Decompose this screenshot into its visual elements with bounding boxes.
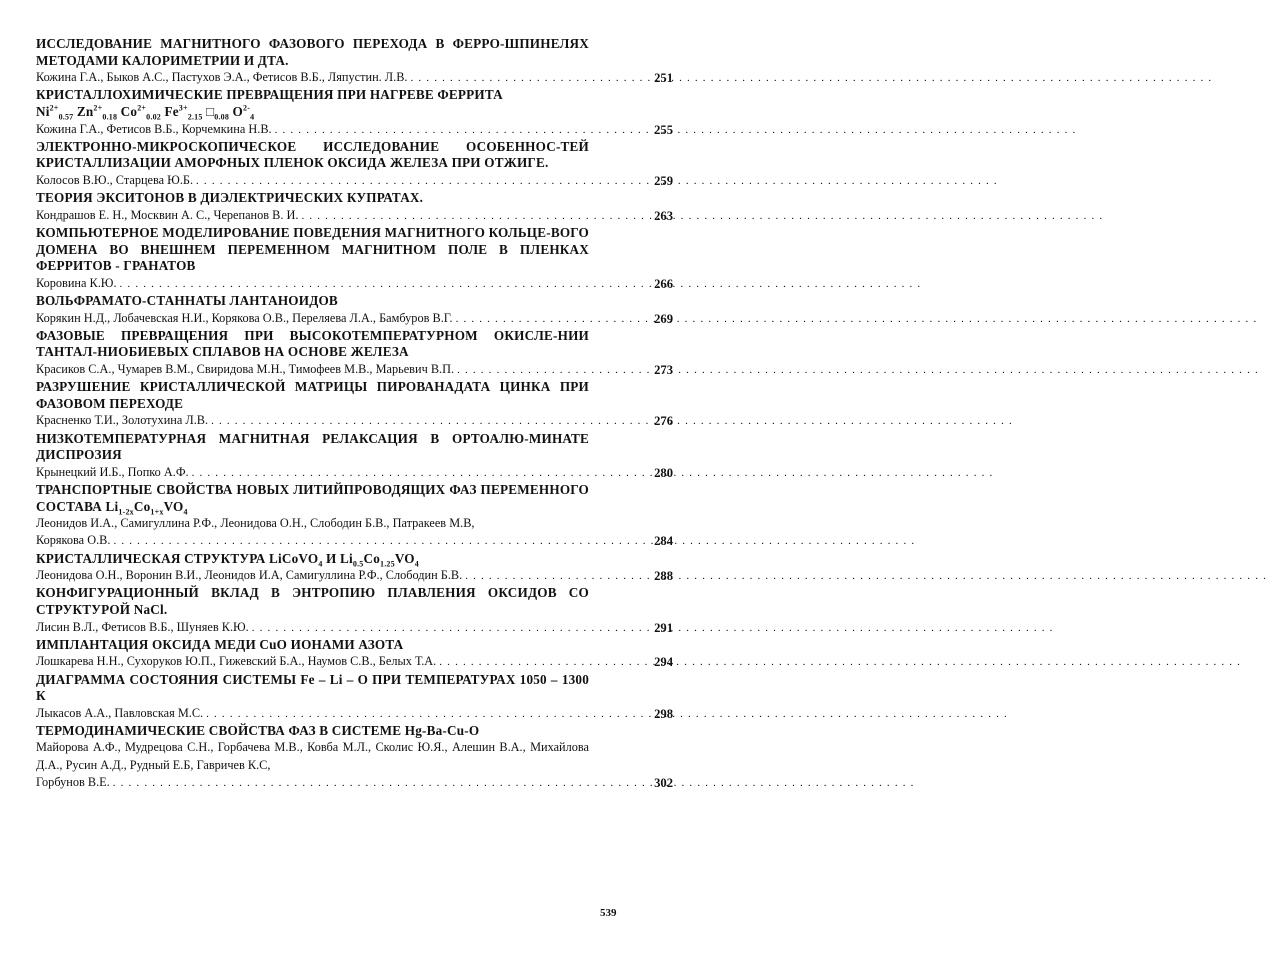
- entry-authors-line: [36, 172, 673, 190]
- entry-page: 284: [654, 534, 673, 549]
- entry-title: ТРАНСПОРТНЫЕ СВОЙСТВА НОВЫХ ЛИТИЙПРОВОДЯЩИХ ФАЗ ПЕРЕМЕННОГО СОСТАВА $Li_{1-2x}Co_{1+x}VO_4$: [36, 481, 589, 517]
- entry-authors: Крынецкий И.Б., Попко А.Ф.: [36, 464, 189, 479]
- entry-title: ДИАГРАММА СОСТОЯНИЯ СИСТЕМЫ Fe – Li – O ПРИ ТЕМПЕРАТУРАХ 1050 – 1300 К: [36, 671, 590, 704]
- leader-dots: [301, 208, 1103, 225]
- toc-entry: [36, 138, 673, 190]
- entry-title: КРИСТАЛЛОХИМИЧЕСКИЕ ПРЕВРАЩЕНИЯ ПРИ НАГРЕВЕ ФЕРРИТА: [36, 87, 503, 103]
- entry-authors: Лисин В.Л., Фетисов В.Б., Шуняев К.Ю.: [36, 619, 249, 634]
- leader-dots: [439, 654, 1241, 671]
- entry-page: 273: [654, 362, 673, 377]
- leader-dots: [211, 413, 1013, 430]
- toc-entry: [36, 327, 673, 379]
- entry-title: ИМПЛАНТАЦИЯ ОКСИДА МЕДИ CuO ИОНАМИ АЗОТА: [36, 636, 404, 652]
- entry-page: 259: [654, 173, 673, 188]
- leader-dots: [411, 70, 1213, 87]
- entry-authors-line: [36, 567, 673, 585]
- table-of-contents: [36, 36, 673, 792]
- page-number: 539: [600, 907, 617, 919]
- entry-page: 298: [654, 706, 673, 721]
- toc-entry: [36, 722, 673, 792]
- entry-formula: $Ni^{2+}_{0.57}$ $Zn^{2+}_{0.18}$ $Co^{2+}_{0.02}$ $Fe^{3+}_{2.15}$ $□_{0.08}$ $O^{2-}_4$: [36, 103, 255, 122]
- entry-title: КРИСТАЛЛИЧЕСКАЯ СТРУКТУРА LiCoVO$_4$ И $Li_{0.5}Co_{1.25}VO_4$: [36, 550, 419, 569]
- entry-title: ТЕОРИЯ ЭКСИТОНОВ В ДИЭЛЕКТРИЧЕСКИХ КУПРАТАХ.: [36, 190, 424, 206]
- toc-entry: [36, 671, 673, 723]
- entry-authors-first: Майорова А.Ф., Мудрецова С.Н., Горбачева М.В., Ковба М.Л., Сколис Ю.Я., Алешин В.А., Михайлова Д.А., Русин А.Д., Рудный Е.Б, Гавричев К.С,: [36, 740, 589, 772]
- entry-title: КОНФИГУРАЦИОННЫЙ ВКЛАД В ЭНТРОПИЮ ПЛАВЛЕНИЯ ОКСИДОВ СО СТРУКТУРОЙ NaCl.: [36, 585, 589, 617]
- entry-authors: Корякова О.В.: [36, 533, 111, 548]
- entry-authors-line: [36, 121, 673, 139]
- entry-page: 291: [654, 620, 673, 635]
- entry-authors-line: [36, 207, 673, 225]
- entry-authors: Лыкасов А.А., Павловская М.С.: [36, 705, 204, 720]
- toc-entry: [36, 224, 673, 293]
- entry-authors-line: [36, 619, 673, 637]
- entry-page: 255: [654, 122, 673, 137]
- entry-title: КОМПЬЮТЕРНОЕ МОДЕЛИРОВАНИЕ ПОВЕДЕНИЯ МАГНИТНОГО КОЛЬЦЕ-ВОГО ДОМЕНА ВО ВНЕШНЕМ ПЕРЕМЕННОМ МАГНИТНОМ ПОЛЕ В ПЛЕНКАХ ФЕРРИТОВ - ГРАНАТОВ: [36, 224, 589, 274]
- leader-dots: [457, 362, 1259, 379]
- toc-entry: [36, 87, 673, 138]
- leader-dots: [456, 311, 1258, 328]
- entry-page: 280: [654, 465, 673, 480]
- entry-title: НИЗКОТЕМПЕРАТУРНАЯ МАГНИТНАЯ РЕЛАКСАЦИЯ В ОРТОАЛЮ-МИНАТЕ ДИСПРОЗИЯ: [36, 430, 589, 463]
- toc-entry: [36, 292, 673, 328]
- entry-authors: Красненко Т.И., Золотухина Л.В.: [36, 413, 209, 428]
- entry-authors: Горбунов В.Е.: [36, 774, 110, 789]
- entry-page: 302: [654, 775, 673, 790]
- entry-title: ВОЛЬФРАМАТО-СТАННАТЫ ЛАНТАНОИДОВ: [36, 292, 338, 308]
- entry-authors: Лошкарева Н.Н., Сухоруков Ю.П., Гижевский Б.А., Наумов С.В., Белых Т.А.: [36, 654, 437, 669]
- toc-entry: [36, 36, 673, 87]
- leader-dots: [113, 775, 915, 792]
- toc-entry: [36, 585, 673, 636]
- leader-dots: [206, 706, 1008, 723]
- entry-authors: Корякин Н.Д., Лобачевская Н.И., Корякова О.В., Переляева Л.А., Бамбуров В.Г.: [36, 310, 453, 325]
- entry-authors: Кондрашов Е. Н., Москвин А. С., Черепанов В. И.: [36, 207, 299, 222]
- entry-title: ИССЛЕДОВАНИЕ МАГНИТНОГО ФАЗОВОГО ПЕРЕХОДА В ФЕРРО-ШПИНЕЛЯХ МЕТОДАМИ КАЛОРИМЕТРИИ И ДТА.: [36, 36, 589, 68]
- entry-authors-first: Леонидов И.А., Самигуллина Р.Ф., Леонидова О.Н., Слободин Б.В., Патракеев М.В,: [36, 516, 475, 531]
- entry-title: РАЗРУШЕНИЕ КРИСТАЛЛИЧЕСКОЙ МАТРИЦЫ ПИРОВАНАДАТА ЦИНКА ПРИ ФАЗОВОМ ПЕРЕХОДЕ: [36, 379, 589, 411]
- toc-entry: [36, 636, 673, 672]
- entry-authors-line: [36, 774, 673, 792]
- entry-authors: Красиков С.А., Чумарев В.М., Свиридова М.Н., Тимофеев М.В., Марьевич В.П.: [36, 361, 455, 376]
- entry-authors-line: [36, 464, 673, 482]
- toc-entry: [36, 190, 673, 225]
- entry-authors-line: [36, 69, 673, 87]
- entry-authors: Колосов В.Ю., Старцева Ю.Б.: [36, 172, 194, 187]
- entry-page: 266: [654, 276, 673, 291]
- toc-entry: [36, 550, 673, 586]
- entry-page: 288: [654, 569, 673, 584]
- entry-authors: Леонидова О.Н., Воронин В.И., Леонидов И.А, Самигуллина Р.Ф., Слободин Б.В.: [36, 568, 463, 583]
- entry-authors: Коровина К.Ю.: [36, 275, 117, 290]
- leader-dots: [275, 122, 1077, 139]
- entry-authors-line: [36, 310, 673, 328]
- entry-page: 263: [654, 208, 673, 223]
- entry-authors-line: [36, 361, 673, 379]
- entry-authors-line: [36, 705, 673, 723]
- entry-title: ТЕРМОДИНАМИЧЕСКИЕ СВОЙСТВА ФАЗ В СИСТЕМЕ Hg-Ba-Cu-O: [36, 722, 480, 738]
- leader-dots: [465, 568, 1267, 585]
- leader-dots: [120, 276, 922, 293]
- entry-authors: Кожина Г.А., Быков А.С., Пастухов Э.А., Фетисов В.Б., Ляпустин. Л.В.: [36, 70, 408, 85]
- entry-page: 251: [654, 71, 673, 86]
- entry-authors: Кожина Г.А., Фетисов В.Б., Корчемкина Н.В.: [36, 121, 272, 136]
- leader-dots: [113, 533, 915, 550]
- entry-title: ФАЗОВЫЕ ПРЕВРАЩЕНИЯ ПРИ ВЫСОКОТЕМПЕРАТУРНОМ ОКИСЛЕ-НИИ ТАНТАЛ-НИОБИЕВЫХ СПЛАВОВ НА ОСНОВЕ ЖЕЛЕЗА: [36, 327, 589, 360]
- leader-dots: [196, 173, 998, 190]
- entry-page: 276: [654, 414, 673, 429]
- entry-title: ЭЛЕКТРОННО-МИКРОСКОПИЧЕСКОЕ ИССЛЕДОВАНИЕ ОСОБЕННОС-ТЕЙ КРИСТАЛЛИЗАЦИИ АМОРФНЫХ ПЛЕНОК ОКСИДА ЖЕЛЕЗА ПРИ ОТЖИГЕ.: [36, 138, 589, 171]
- entry-page: 269: [654, 311, 673, 326]
- entry-authors-line: [36, 412, 673, 430]
- toc-entry: [36, 379, 673, 430]
- leader-dots: [192, 465, 994, 482]
- entry-authors-line: [36, 275, 673, 293]
- entry-authors-line: [36, 532, 673, 550]
- entry-page: 294: [654, 655, 673, 670]
- entry-authors-line: [36, 653, 673, 671]
- toc-entry: [36, 481, 673, 551]
- toc-entry: [36, 430, 673, 482]
